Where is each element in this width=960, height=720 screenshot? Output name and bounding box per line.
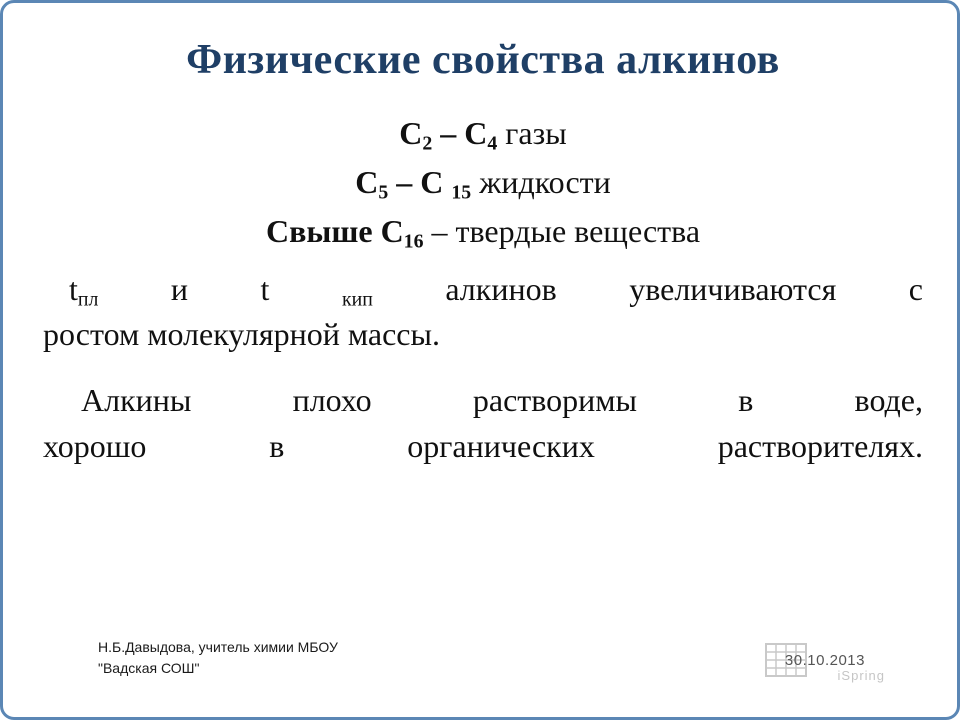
carbon-label-c5: C <box>355 163 379 200</box>
solids-lead-label: Свыше C <box>265 212 404 249</box>
footer-author-line-1: Н.Б.Давыдова, учитель химии МБОУ <box>98 639 338 655</box>
text-line-mass: ростом молекулярной массы. <box>43 315 440 352</box>
solubility-text-2: хорошо в органических растворителях. <box>43 427 923 464</box>
temp-melting-subscript: пл <box>77 288 99 311</box>
carbon-subscript-4: 4 <box>487 132 498 155</box>
carbon-subscript-16: 16 <box>403 230 424 253</box>
footer-date: 30.10.2013 <box>784 652 865 669</box>
text-line-liquids <box>43 161 923 204</box>
text-line-solids <box>43 210 923 253</box>
text-line-temperatures <box>43 267 923 311</box>
temp-statement-tail: алкинов увеличиваются с <box>372 270 924 307</box>
temp-boiling-subscript: кип <box>341 288 373 311</box>
watermark-label: iSpring <box>837 668 885 683</box>
carbon-subscript-15: 15 <box>451 181 472 204</box>
carbon-label-c2: C <box>399 115 423 151</box>
state-label-solids: – твердые вещества <box>423 212 701 249</box>
state-label-liquids: жидкости <box>471 163 611 200</box>
carbon-subscript-5: 5 <box>378 181 389 204</box>
page-title: Физические свойства алкинов <box>186 37 780 83</box>
text-line-gases <box>43 112 923 155</box>
temp-melting-symbol: t <box>69 270 78 307</box>
state-label-gases: газы <box>497 115 567 151</box>
text-paragraph-solubility-line2 <box>43 424 923 468</box>
carbon-label-c15: C <box>420 163 452 200</box>
text-paragraph-solubility-line1 <box>43 378 923 422</box>
carbon-label-c4: C <box>464 115 488 151</box>
temp-conjunction: и t <box>98 270 342 307</box>
carbon-subscript-2: 2 <box>422 132 433 155</box>
slide-body <box>43 108 923 468</box>
footer-author <box>98 637 518 679</box>
footer-author-line-2: "Вадская СОШ" <box>98 660 200 676</box>
solubility-text-1: Алкины плохо растворимы в воде, <box>81 381 923 418</box>
range-dash-1: – <box>432 115 465 151</box>
range-dash-2: – <box>388 163 421 200</box>
slide-content <box>3 3 957 717</box>
